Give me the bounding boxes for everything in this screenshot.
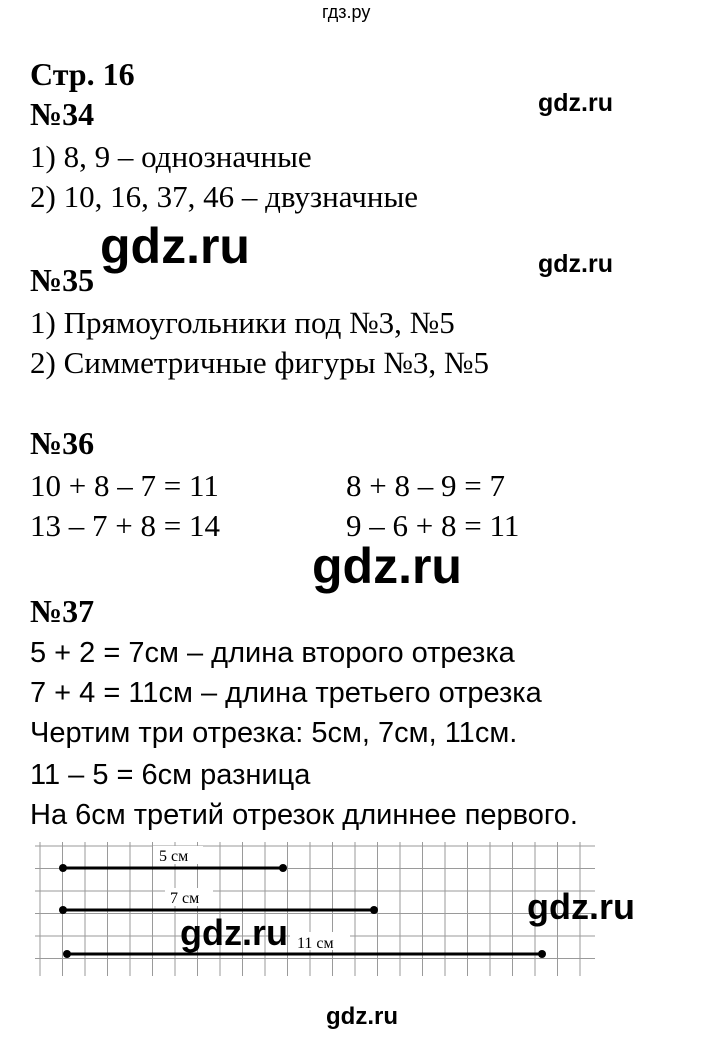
task-37-title: №37	[30, 593, 95, 629]
task-36-left-1: 10 + 8 – 7 = 11	[30, 468, 219, 503]
task-37-line-2: 7 + 4 = 11см – длина третьего отрезка	[30, 677, 542, 709]
task-36-title: №36	[30, 425, 95, 461]
watermark-small: gdz.ru	[538, 250, 613, 278]
task-34-line-1: 1) 8, 9 – однозначные	[30, 139, 312, 174]
task-34-title: №34	[30, 96, 95, 132]
page-heading: Стр. 16	[30, 56, 135, 92]
watermark-big: gdz.ru	[100, 218, 250, 274]
segment-2	[59, 888, 378, 914]
segment-1	[59, 846, 287, 872]
watermark-big: gdz.ru	[180, 912, 288, 953]
task-37-line-1: 5 + 2 = 7см – длина второго отрезка	[30, 637, 515, 669]
task-35-title: №35	[30, 262, 95, 298]
task-36-right-1: 8 + 8 – 9 = 7	[346, 468, 505, 503]
task-37-line-3: Чертим три отрезка: 5см, 7см, 11см.	[30, 717, 518, 749]
segment-1-label: 5 см	[159, 848, 189, 865]
segments-drawing	[35, 838, 600, 978]
watermark-big: gdz.ru	[312, 538, 462, 594]
segment-2-label: 7 см	[170, 890, 200, 907]
task-36-right-2: 9 – 6 + 8 = 11	[346, 508, 520, 543]
task-36-left-2: 13 – 7 + 8 = 14	[30, 508, 220, 543]
task-35-line-1: 1) Прямоугольники под №3, №5	[30, 305, 455, 340]
watermark-small: gdz.ru	[538, 89, 613, 117]
watermark-top: гдз.ру	[322, 2, 371, 22]
segment-3-label: 11 см	[297, 935, 334, 952]
watermark-big: gdz.ru	[527, 886, 635, 927]
task-34-line-2: 2) 10, 16, 37, 46 – двузначные	[30, 179, 419, 214]
task-37-line-4: 11 – 5 = 6см разница	[30, 759, 311, 791]
task-35-line-2: 2) Симметричные фигуры №3, №5	[30, 345, 489, 380]
task-37-line-5: На 6см третий отрезок длиннее первого.	[30, 799, 578, 831]
watermark-bottom: gdz.ru	[326, 1003, 398, 1030]
